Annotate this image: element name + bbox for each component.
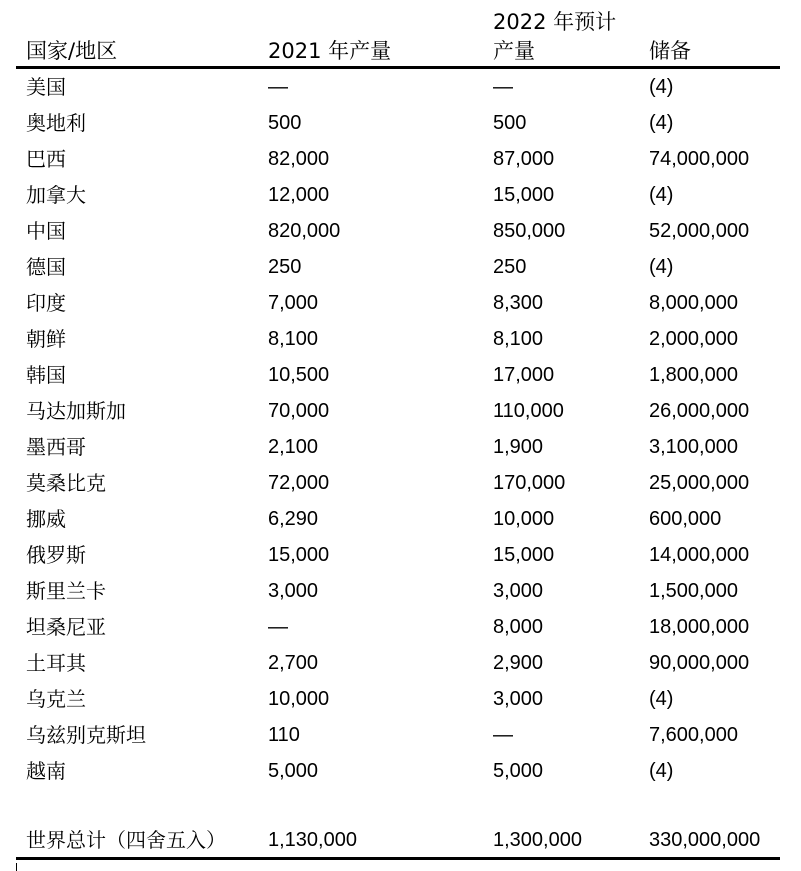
cell-country: 越南	[26, 759, 66, 783]
table-row	[16, 609, 780, 645]
cell-reserves: 18,000,000	[649, 616, 750, 638]
cell-country: 奥地利	[26, 111, 86, 135]
cell-country: 乌克兰	[26, 687, 86, 711]
cell-production-2021: 2,100	[268, 436, 319, 458]
total-country	[16, 789, 258, 859]
cell-production-2022: 1,900	[493, 436, 544, 458]
cell-production-2021: 820,000	[268, 220, 341, 242]
cell-reserves: (4)	[649, 256, 674, 278]
cell-reserves: 2,000,000	[649, 328, 738, 350]
header-row	[16, 8, 780, 68]
cell-production-2022: —	[493, 724, 513, 746]
table-body	[16, 68, 780, 859]
cell-production-2022: —	[493, 76, 513, 98]
cell-production-2022: 850,000	[493, 220, 566, 242]
cell-production-2022: 500	[493, 112, 527, 134]
cell-country: 挪威	[26, 507, 66, 531]
cell-country: 中国	[26, 219, 66, 243]
cell-production-2022: 2,900	[493, 652, 544, 674]
table-row	[16, 573, 780, 609]
header-production-2022-text: 2022 年预计产量	[493, 10, 617, 63]
table-row	[16, 177, 780, 213]
cell-country: 巴西	[26, 147, 66, 171]
cell-reserves: 52,000,000	[649, 220, 750, 242]
cell-reserves: 1,500,000	[649, 580, 738, 602]
cell-reserves: 14,000,000	[649, 544, 750, 566]
cell-country: 乌兹别克斯坦	[26, 723, 146, 747]
cell-production-2021: 70,000	[268, 400, 330, 422]
cell-country: 德国	[26, 255, 66, 279]
cell-production-2022: 3,000	[493, 580, 544, 602]
cell-production-2021: —	[268, 76, 288, 98]
table-row	[16, 501, 780, 537]
cell-reserves: 8,000,000	[649, 292, 738, 314]
cell-reserves: 1,800,000	[649, 364, 738, 386]
header-reserves: 储备	[639, 8, 780, 68]
table-row	[16, 393, 780, 429]
cell-production-2022: 250	[493, 256, 527, 278]
cell-production-2022: 5,000	[493, 760, 544, 782]
cell-country: 莫桑比克	[26, 471, 106, 495]
cell-production-2021: —	[268, 616, 288, 638]
cell-production-2021: 6,290	[268, 508, 319, 530]
table-row	[16, 68, 780, 106]
total-production-2021: 1,130,000	[258, 789, 483, 859]
table-row	[16, 681, 780, 717]
cell-production-2021: 10,000	[268, 688, 330, 710]
table-row	[16, 321, 780, 357]
table-row	[16, 465, 780, 501]
table-row	[16, 753, 780, 789]
table-row	[16, 249, 780, 285]
table-row	[16, 213, 780, 249]
cell-reserves: (4)	[649, 184, 674, 206]
table-row-total	[16, 789, 780, 859]
cell-reserves: 3,100,000	[649, 436, 738, 458]
cell-reserves: 25,000,000	[649, 472, 750, 494]
header-production-2022	[483, 8, 639, 68]
cell-production-2021: 5,000	[268, 760, 319, 782]
cell-reserves: 7,600,000	[649, 724, 738, 746]
cell-production-2021: 2,700	[268, 652, 319, 674]
header-production-2021: 2021 年产量	[258, 8, 483, 68]
table-row	[16, 645, 780, 681]
cell-production-2021: 8,100	[268, 328, 319, 350]
table-header	[16, 8, 780, 68]
cell-country: 斯里兰卡	[26, 579, 106, 603]
table-row	[16, 285, 780, 321]
cell-country: 印度	[26, 291, 66, 315]
cell-production-2022: 8,300	[493, 292, 544, 314]
cell-production-2022: 170,000	[493, 472, 566, 494]
cell-country: 土耳其	[26, 651, 86, 675]
table-row	[16, 141, 780, 177]
cell-country: 墨西哥	[26, 435, 86, 459]
cell-reserves: 90,000,000	[649, 652, 750, 674]
header-country: 国家/地区	[16, 8, 258, 68]
cell-production-2022: 10,000	[493, 508, 555, 530]
cell-country: 韩国	[26, 363, 66, 387]
cell-country: 马达加斯加	[26, 399, 126, 423]
table-row	[16, 105, 780, 141]
cell-production-2022: 3,000	[493, 688, 544, 710]
cell-country: 朝鲜	[26, 327, 66, 351]
cell-reserves: 74,000,000	[649, 148, 750, 170]
graphite-production-table	[16, 8, 780, 860]
table-edge-line	[16, 863, 17, 871]
cell-country: 加拿大	[26, 183, 86, 207]
cell-country: 美国	[26, 75, 66, 99]
cell-production-2021: 15,000	[268, 544, 330, 566]
cell-production-2022: 8,000	[493, 616, 544, 638]
cell-production-2022: 8,100	[493, 328, 544, 350]
cell-production-2021: 7,000	[268, 292, 319, 314]
cell-production-2022: 15,000	[493, 184, 555, 206]
cell-reserves: 600,000	[649, 508, 722, 530]
cell-production-2021: 110	[268, 724, 300, 746]
cell-production-2021: 72,000	[268, 472, 330, 494]
cell-reserves: 26,000,000	[649, 400, 750, 422]
table-row	[16, 429, 780, 465]
cell-production-2021: 10,500	[268, 364, 330, 386]
cell-production-2021: 3,000	[268, 580, 319, 602]
cell-production-2022: 110,000	[493, 400, 564, 422]
cell-country: 坦桑尼亚	[26, 615, 106, 639]
cell-reserves: (4)	[649, 760, 674, 782]
cell-production-2022: 15,000	[493, 544, 555, 566]
cell-production-2021: 12,000	[268, 184, 330, 206]
cell-production-2022: 87,000	[493, 148, 555, 170]
cell-production-2021: 500	[268, 112, 302, 134]
table-row	[16, 537, 780, 573]
table-row	[16, 357, 780, 393]
total-production-2022: 1,300,000	[483, 789, 639, 859]
cell-production-2021: 250	[268, 256, 302, 278]
cell-reserves: (4)	[649, 688, 674, 710]
cell-reserves: (4)	[649, 76, 674, 98]
cell-reserves: (4)	[649, 112, 674, 134]
table-row	[16, 717, 780, 753]
cell-production-2021: 82,000	[268, 148, 330, 170]
cell-country: 俄罗斯	[26, 543, 86, 567]
cell-production-2022: 17,000	[493, 364, 555, 386]
total-label-text: 世界总计（四舍五入）	[26, 828, 226, 852]
total-reserves: 330,000,000	[639, 789, 780, 859]
